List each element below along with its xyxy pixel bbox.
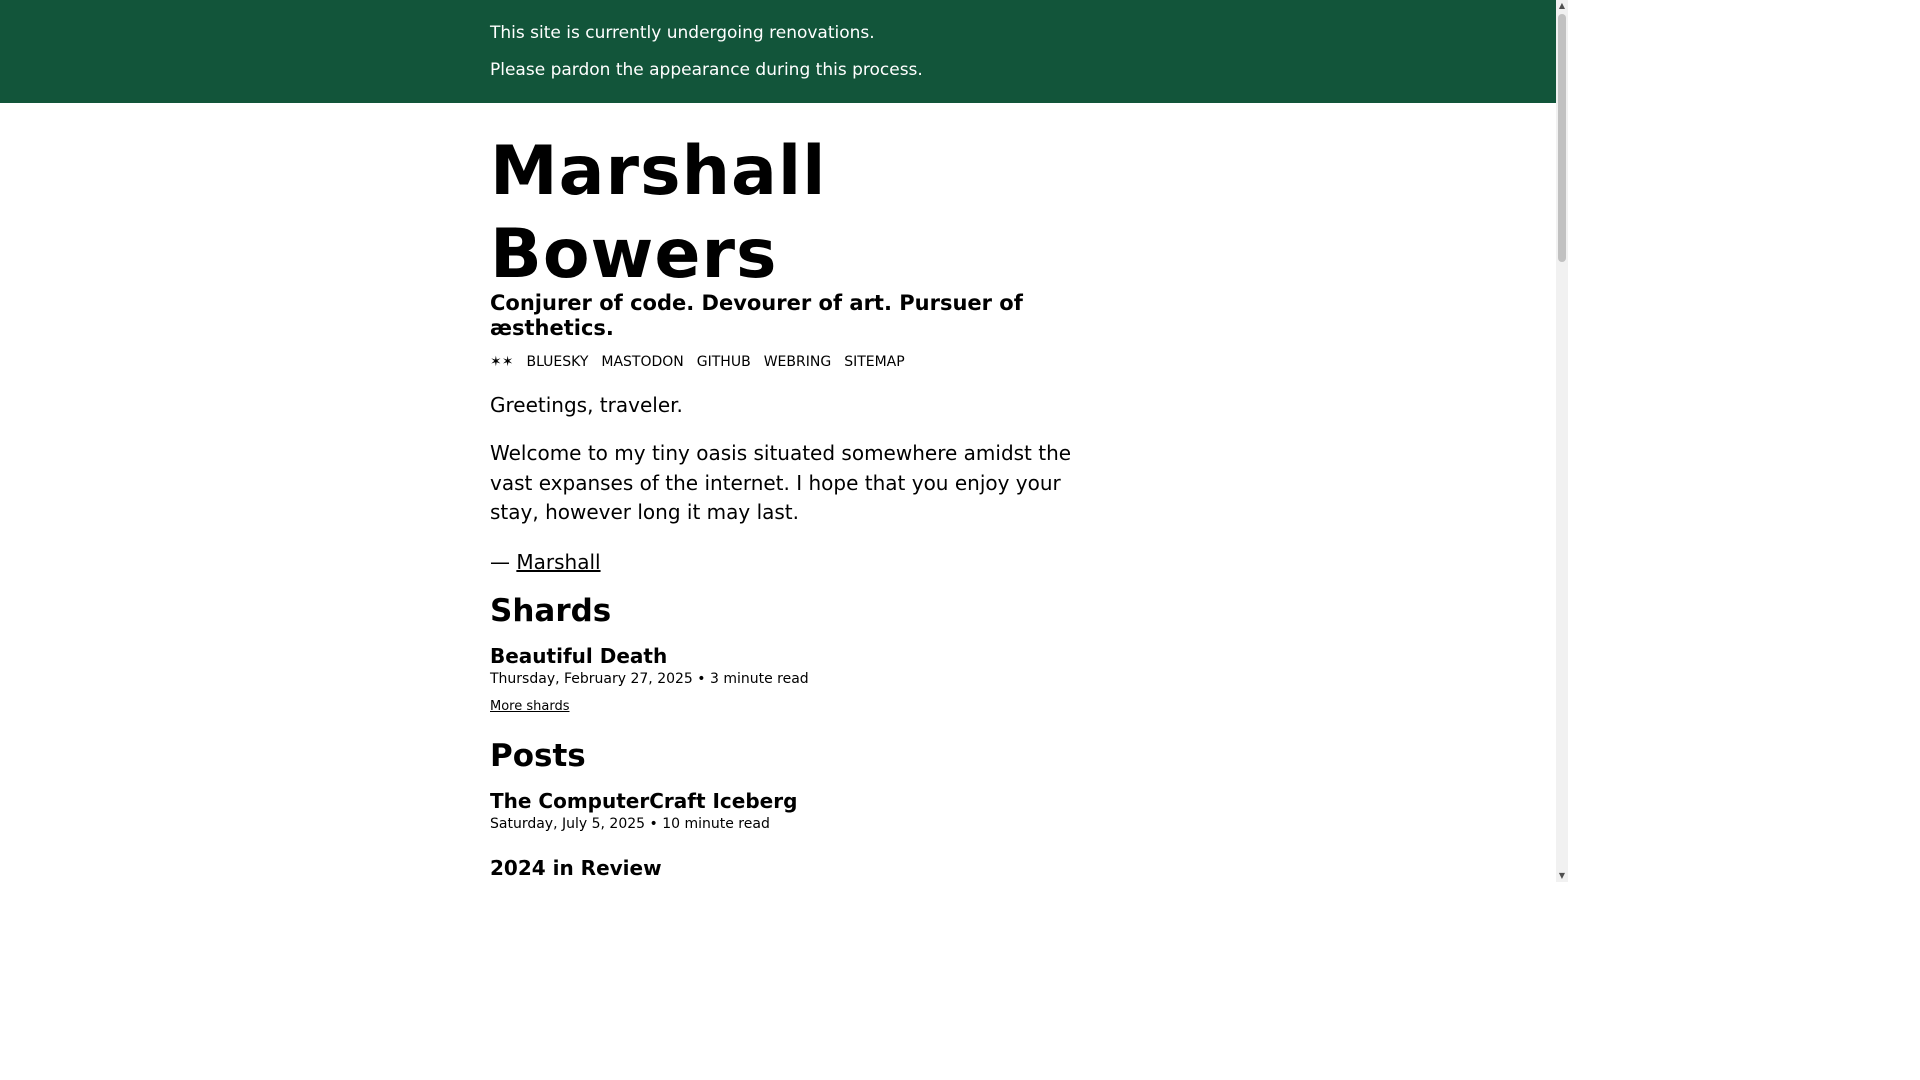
stars-icon: ✶✶ (490, 354, 514, 370)
nav-link-mastodon[interactable]: MASTODON (601, 354, 684, 370)
greeting: Greetings, traveler. (490, 393, 683, 417)
shard-meta: Thursday, February 27, 2025 • 3 minute read (490, 671, 809, 687)
banner-line-2: Please pardon the appearance during this process. (490, 60, 923, 80)
post-title-link[interactable]: The ComputerCraft Iceberg (490, 789, 798, 813)
more-shards-link[interactable]: More shards (490, 699, 570, 714)
scroll-down-arrow-icon[interactable]: ▼ (1558, 871, 1566, 880)
signature-dash: — (490, 550, 517, 574)
post-meta: Saturday, July 5, 2025 • 10 minute read (490, 816, 770, 832)
nav-link-sitemap[interactable]: SITEMAP (844, 354, 905, 370)
more-shards (490, 698, 569, 716)
site-title-line-2: Bowers (490, 215, 778, 294)
site-tagline: Conjurer of code. Devourer of art. Pursuer of æsthetics. (490, 291, 1023, 340)
posts-heading: Posts (490, 738, 586, 774)
renovation-banner (0, 0, 1556, 103)
banner-line-1: This site is currently undergoing renovations. (490, 23, 875, 43)
main-nav (490, 353, 905, 371)
site-title (490, 130, 826, 296)
shards-heading: Shards (490, 593, 612, 629)
shard-title-link[interactable]: Beautiful Death (490, 644, 668, 668)
scrollbar[interactable] (1556, 0, 1568, 882)
nav-link-webring[interactable]: WEBRING (763, 354, 832, 370)
site-title-line-1: Marshall (490, 132, 827, 211)
scroll-up-arrow-icon[interactable]: ▲ (1558, 1, 1566, 10)
nav-link-github[interactable]: GITHUB (696, 354, 751, 370)
nav-link-bluesky[interactable]: BLUESKY (526, 354, 589, 370)
scrollbar-thumb[interactable] (1558, 14, 1566, 262)
post-title-link[interactable]: 2024 in Review (490, 856, 662, 880)
welcome-text: Welcome to my tiny oasis situated somewhere amidst the vast expanses of the internet. I hope that you enjoy your stay, however long it may last. (490, 441, 1072, 524)
signature-link[interactable]: Marshall (516, 550, 601, 574)
signature (490, 549, 601, 575)
